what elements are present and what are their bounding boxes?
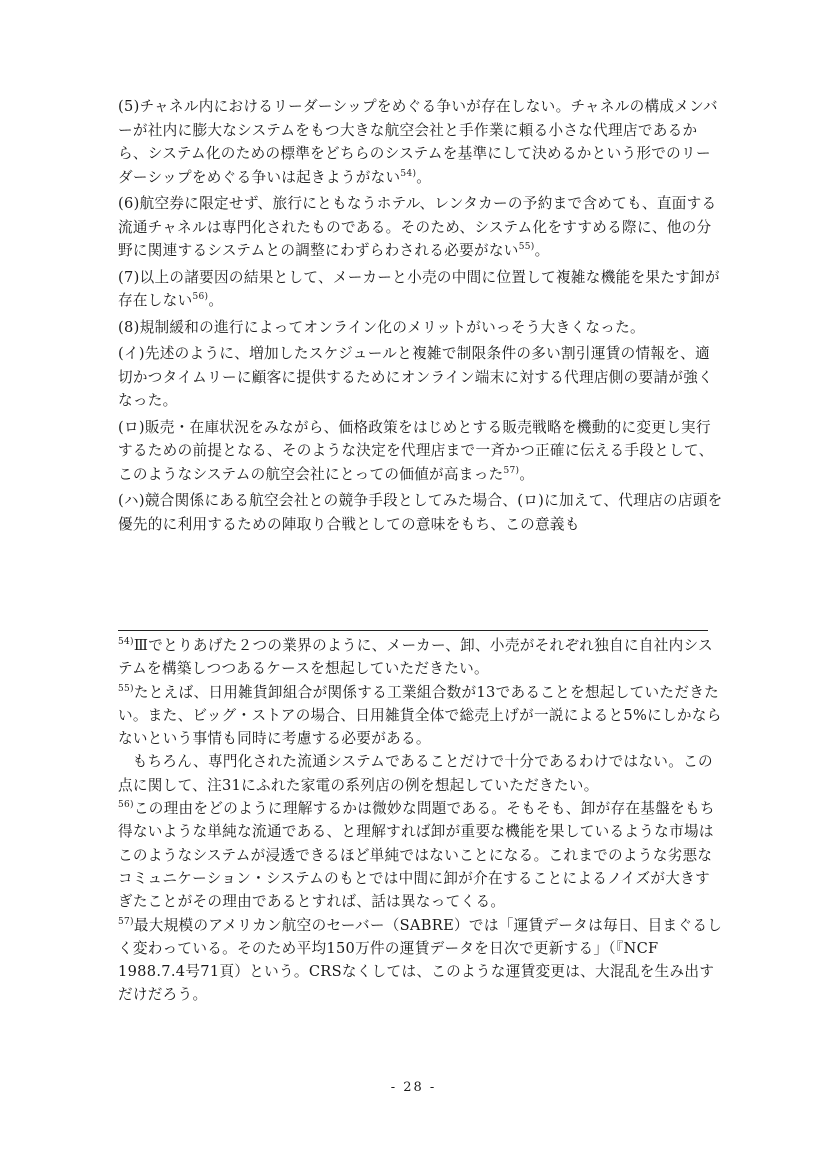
footnotes xyxy=(118,634,724,1007)
footnote-55 xyxy=(118,681,724,751)
footnote-56 xyxy=(118,797,724,913)
paragraph-6-end: 。 xyxy=(534,242,550,259)
paragraph-8: (8)規制緩和の進行によってオンライン化のメリットがいっそう大きくなった。 xyxy=(118,318,645,336)
paragraph-5 xyxy=(118,95,724,189)
paragraph-6 xyxy=(118,192,724,263)
footnote-56-marker: 56) xyxy=(118,800,134,811)
paragraph-7-text: (7)以上の諸要因の結果として、メーカーと小売の中間に位置して複雑な機能を果たす卸が存在しない xyxy=(118,268,720,309)
paragraph-7-end: 。 xyxy=(208,292,224,309)
paragraph-8-ro-end: 。 xyxy=(519,465,535,483)
page-number: - 28 - xyxy=(390,1080,437,1095)
footnote-ref-57: 57) xyxy=(503,465,520,476)
footnote-55-text: たとえば、日用雑貨卸組合が関係する工業組合数が13であることを想起していただきたい。また、ビッグ・ストアの場合、日用雑貨全体で総売上げが一説によると5%にしかならないという事情も同時に考慮する必要がある。 xyxy=(118,683,722,748)
paragraph-8-ro xyxy=(118,416,724,487)
footnote-57-marker: 57) xyxy=(118,916,134,927)
footnote-54-marker: 54) xyxy=(118,637,134,647)
footnote-divider xyxy=(118,630,708,631)
footnote-ref-54: 54) xyxy=(400,168,417,179)
footnote-ref-55: 55) xyxy=(518,242,535,252)
footnote-ref-56: 56) xyxy=(192,292,209,302)
main-body xyxy=(118,95,724,539)
paragraph-5-end: 。 xyxy=(416,168,432,186)
paragraph-7 xyxy=(118,266,724,313)
footnote-54-text: Ⅲでとりあげた２つの業界のように、メーカー、卸、小売がそれぞれ独自に自社内システムを構築しつつあるケースを想起していただきたい。 xyxy=(118,637,713,678)
paragraph-8-ha: (ハ)競合関係にある航空会社との競争手段としてみた場合、(ロ)に加えて、代理店の店頭を優先的に利用するための陣取り合戦としての意味をもち、この意義も xyxy=(118,492,723,533)
footnote-56-text: この理由をどのように理解するかは微妙な問題である。そもそも、卸が存在基盤をもち得ないような単純な流通である、と理解すれば卸が重要な機能を果しているような市場はこのようなシステムが浸透できるほど単純ではないことになる。これまでのような劣悪なコミュニケーション・システムのもとでは中間に卸が介在することによるノイズが大きすぎたことがその理由であるとすれば、話は異なってくる。 xyxy=(118,800,715,911)
footnote-57-text: 最大規模のアメリカン航空のセーバー（SABRE）では「運賃データは毎日、目まぐるしく変わっている。そのため平均150万件の運賃データを日次で更新する」（『NCF 1988.7.4号71頁）という。CRSなくしては、このような運賃変更は、大混乱を生み出すだけだろう。 xyxy=(118,916,723,1004)
footnote-55-marker: 55) xyxy=(118,683,134,694)
footnote-55-continuation: もちろん、専門化された流通システムであることだけで十分であるわけではない。この点に関して、注31にふれた家電の系列店の例を想起していただきたい。 xyxy=(118,753,713,794)
paragraph-5-text: (5)チャネル内におけるリーダーシップをめぐる争いが存在しない。チャネルの構成メンバーが社内に膨大なシステムをもつ大きな航空会社と手作業に頼る小さな代理店であるから、システム化のための標準をどちらのシステムを基準にして決めるかという形でのリーダーシップをめぐる争いは起きようがない xyxy=(118,98,718,186)
paragraph-6-text: (6)航空券に限定せず、旅行にともなうホテル、レンタカーの予約まで含めても、直面する流通チャネルは専門化されたものである。そのため、システム化をすすめる際に、他の分野に関連するシステムとの調整にわずらわされる必要がない xyxy=(118,195,717,259)
paragraph-8-i: (イ)先述のように、増加したスケジュールと複雑で制限条件の多い割引運賃の情報を、適切かつタイムリーに顧客に提供するためにオンライン端末に対する代理店側の要請が強くなった。 xyxy=(118,345,714,409)
paragraph-8-ro-text: (ロ)販売・在庫状況をみながら、価格政策をはじめとする販売戦略を機動的に変更し実行するための前提となる、そのような決定を代理店まで一斉かつ正確に伝える手段として、このようなシステムの航空会社にとっての価値が高まった xyxy=(118,418,714,483)
footnote-57 xyxy=(118,914,724,1007)
footnote-54 xyxy=(118,634,724,681)
